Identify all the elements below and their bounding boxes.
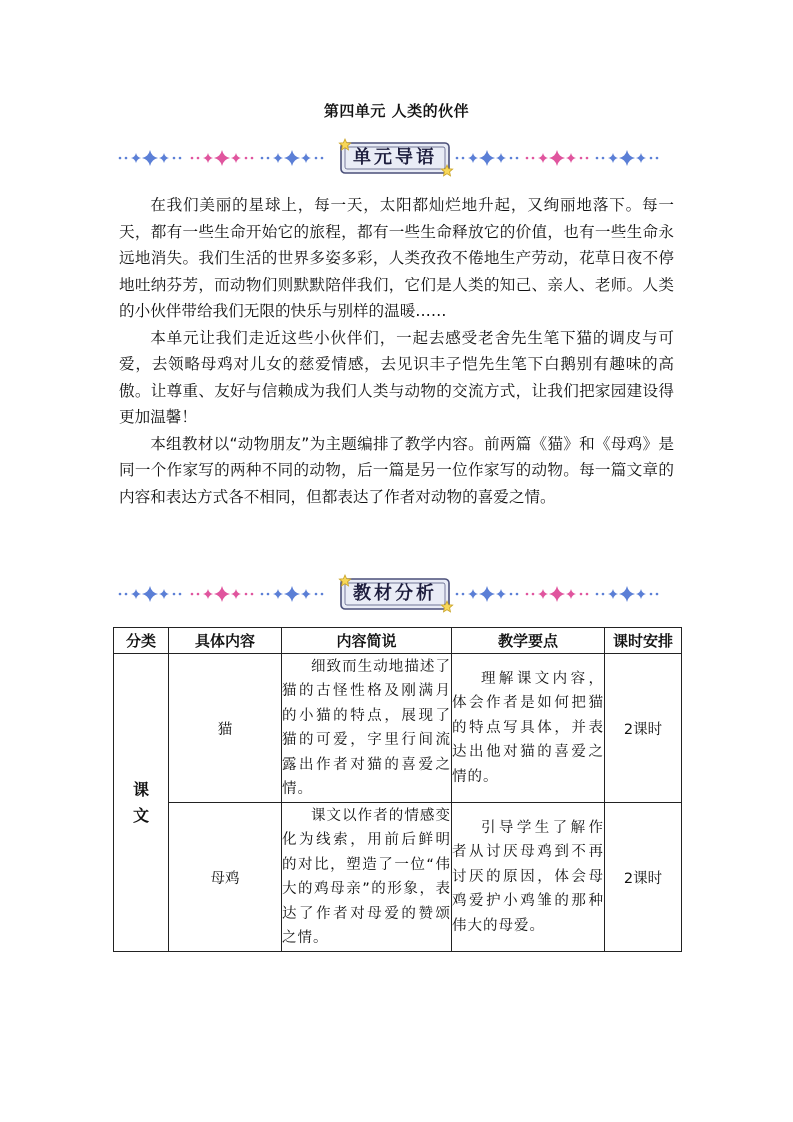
sparkle-icon	[619, 150, 635, 166]
sparkle-icon	[159, 153, 169, 163]
dot-icon	[532, 593, 535, 596]
intro-paragraph: 本单元让我们走近这些小伙伴们，一起去感受老舍先生笔下猫的调皮与可爱，去领略母鸡对儿女的慈爱情感，去见识丰子恺先生笔下白鹅别有趣味的高傲。让尊重、友好与信赖成为我们人类与动物的交流方式，让我们把家园建设得更加温馨！	[119, 328, 674, 426]
dot-icon	[261, 593, 264, 596]
dot-icon	[261, 157, 264, 160]
dot-icon	[580, 157, 583, 160]
dot-icon	[119, 157, 122, 160]
dot-icon	[197, 157, 200, 160]
section-label-intro: 单元导语	[353, 147, 437, 168]
dot-icon	[321, 593, 324, 596]
dot-icon	[191, 157, 194, 160]
header-hours: 课时安排	[605, 628, 682, 654]
sparkle-icon	[131, 153, 141, 163]
sparkle-icon	[619, 586, 635, 602]
sparkle-icon	[566, 589, 576, 599]
dot-icon	[321, 157, 324, 160]
content-cell: 母鸡	[169, 803, 282, 952]
dot-icon	[173, 593, 176, 596]
dot-icon	[456, 593, 459, 596]
dot-icon	[191, 593, 194, 596]
section-banner-intro	[112, 138, 678, 178]
table-row	[114, 654, 682, 803]
sparkle-icon	[549, 586, 565, 602]
dot-icon	[510, 157, 513, 160]
header-content: 具体内容	[169, 628, 282, 654]
sparkle-icon	[214, 586, 230, 602]
dot-icon	[315, 157, 318, 160]
dot-icon	[251, 157, 254, 160]
category-text: 课 文	[132, 779, 149, 825]
hours-cell: 2课时	[605, 803, 682, 952]
sparkle-icon	[273, 589, 283, 599]
points-cell: 理解课文内容，体会作者是如何把猫的特点写具体，并表达出他对猫的喜爱之情的。	[452, 654, 605, 803]
section-banner-analysis	[112, 574, 678, 614]
dot-icon	[251, 593, 254, 596]
sparkle-icon	[131, 589, 141, 599]
dot-icon	[596, 157, 599, 160]
sparkle-icon	[214, 150, 230, 166]
header-points: 教学要点	[452, 628, 605, 654]
dot-icon	[510, 593, 513, 596]
table-row	[114, 803, 682, 952]
dot-icon	[526, 157, 529, 160]
dot-icon	[245, 157, 248, 160]
sparkle-icon	[142, 150, 158, 166]
dot-icon	[125, 593, 128, 596]
dot-icon	[119, 593, 122, 596]
sparkle-icon	[159, 589, 169, 599]
dot-icon	[462, 157, 465, 160]
dot-icon	[267, 157, 270, 160]
dot-icon	[179, 157, 182, 160]
category-cell	[114, 654, 169, 952]
dot-icon	[650, 593, 653, 596]
points-cell: 引导学生了解作者从讨厌母鸡到不再讨厌的原因，体会母鸡爱护小鸡雏的那种伟大的母爱。	[452, 803, 605, 952]
sparkle-icon	[636, 589, 646, 599]
intro-text	[119, 192, 674, 510]
dot-icon	[125, 157, 128, 160]
sparkle-icon	[608, 153, 618, 163]
dot-icon	[267, 593, 270, 596]
content-cell: 猫	[169, 654, 282, 803]
sparkle-icon	[231, 153, 241, 163]
sparkle-icon	[496, 153, 506, 163]
dot-icon	[173, 157, 176, 160]
dot-icon	[580, 593, 583, 596]
dot-icon	[656, 593, 659, 596]
dot-icon	[462, 593, 465, 596]
table-header-row	[114, 628, 682, 654]
dot-icon	[602, 157, 605, 160]
sparkle-icon	[479, 150, 495, 166]
dot-icon	[245, 593, 248, 596]
page-title: 第四单元 人类的伙伴	[323, 102, 470, 120]
intro-paragraph: 本组教材以“动物朋友”为主题编排了教学内容。前两篇《猫》和《母鸡》是同一个作家写的两种不同的动物，后一篇是另一位作家写的动物。每一篇文章的内容和表达方式各不相同，但都表达了作者对动物的喜爱之情。	[119, 434, 674, 506]
dot-icon	[516, 593, 519, 596]
dot-icon	[456, 157, 459, 160]
dot-icon	[602, 593, 605, 596]
header-category: 分类	[114, 628, 169, 654]
sparkle-icon	[496, 589, 506, 599]
dot-icon	[586, 157, 589, 160]
sparkle-icon	[479, 586, 495, 602]
dot-icon	[179, 593, 182, 596]
dot-icon	[516, 157, 519, 160]
analysis-table	[113, 627, 682, 952]
sparkle-icon	[273, 153, 283, 163]
dot-icon	[315, 593, 318, 596]
summary-cell: 课文以作者的情感变化为线索，用前后鲜明的对比，塑造了一位“伟大的鸡母亲”的形象，表达了作者对母爱的赞颂之情。	[282, 803, 452, 952]
dot-icon	[650, 157, 653, 160]
dot-icon	[532, 157, 535, 160]
intro-paragraph: 在我们美丽的星球上，每一天，太阳都灿烂地升起，又绚丽地落下。每一天，都有一些生命开始它的旅程，都有一些生命释放它的价值，也有一些生命永远地消失。我们生活的世界多姿多彩，人类孜孜不倦地生产劳动，花草日夜不停地吐纳芬芳，而动物们则默默陪伴我们，它们是人类的知己、亲人、老师。人类的小伙伴带给我们无限的快乐与别样的温暖……	[119, 196, 674, 320]
sparkle-icon	[301, 589, 311, 599]
sparkle-icon	[284, 150, 300, 166]
sparkle-icon	[284, 586, 300, 602]
sparkle-icon	[203, 589, 213, 599]
sparkle-icon	[566, 153, 576, 163]
sparkle-icon	[549, 150, 565, 166]
header-summary: 内容简说	[282, 628, 452, 654]
sparkle-icon	[231, 589, 241, 599]
hours-cell: 2课时	[605, 654, 682, 803]
sparkle-icon	[468, 589, 478, 599]
dot-icon	[656, 157, 659, 160]
sparkle-icon	[142, 586, 158, 602]
sparkle-icon	[468, 153, 478, 163]
sparkle-icon	[608, 589, 618, 599]
section-label-analysis: 教材分析	[353, 583, 437, 604]
sparkle-icon	[636, 153, 646, 163]
dot-icon	[526, 593, 529, 596]
sparkle-icon	[301, 153, 311, 163]
sparkle-icon	[203, 153, 213, 163]
dot-icon	[586, 593, 589, 596]
dot-icon	[197, 593, 200, 596]
dot-icon	[596, 593, 599, 596]
sparkle-icon	[538, 589, 548, 599]
sparkle-icon	[538, 153, 548, 163]
summary-cell: 细致而生动地描述了猫的古怪性格及刚满月的小猫的特点，展现了猫的可爱，字里行间流露出作者对猫的喜爱之情。	[282, 654, 452, 803]
